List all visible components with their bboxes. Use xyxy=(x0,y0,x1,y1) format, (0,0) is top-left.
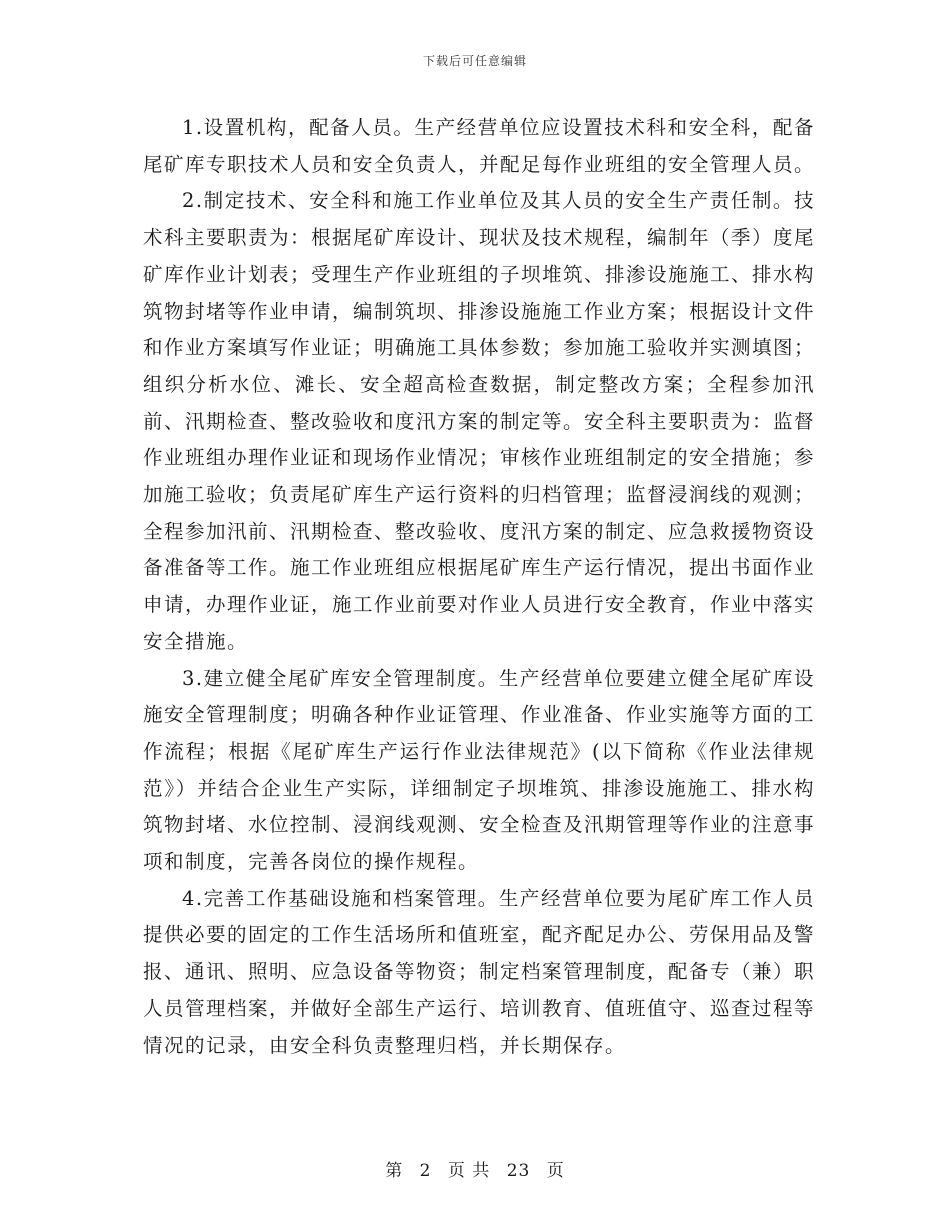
paragraph-3: 3.建立健全尾矿库安全管理制度。生产经营单位要建立健全尾矿库设施安全管理制度；明确各种作业证管理、作业准备、作业实施等方面的工作流程；根据《尾矿库生产运行作业法律规范》(以下简称《作业法律规范》）并结合企业生产实际，详细制定子坝堆筑、排渗设施施工、排水构筑物封堵、水位控制、浸润线观测、安全检查及汛期管理等作业的注意事项和制度，完善各岗位的操作规程。 xyxy=(143,666,816,874)
paragraph-4: 4.完善工作基础设施和档案管理。生产经营单位要为尾矿库工作人员提供必要的固定的工作生活场所和值班室，配齐配足办公、劳保用品及警报、通讯、照明、应急设备等物资；制定档案管理制度，配备专（兼）职人员管理档案，并做好全部生产运行、培训教育、值班值守、巡查过程等情况的记录，由安全科负责整理归档，并长期保存。 xyxy=(143,886,816,1057)
footer-prefix: 第 xyxy=(385,1161,404,1181)
page-footer xyxy=(0,1156,950,1181)
paragraph-2: 2.制定技术、安全科和施工作业单位及其人员的安全生产责任制。技术科主要职责为：根据尾矿库设计、现状及技术规程，编制年（季）度尾矿库作业计划表；受理生产作业班组的子坝堆筑、排渗设施施工、排水构筑物封堵等作业申请，编制筑坝、排渗设施施工作业方案；根据设计文件和作业方案填写作业证；明确施工具体参数；参加施工验收并实测填图；组织分析水位、滩长、安全超高检查数据，制定整改方案；全程参加汛前、汛期检查、整改验收和度汛方案的制定等。安全科主要职责为：监督作业班组办理作业证和现场作业情况；审核作业班组制定的安全措施；参加施工验收；负责尾矿库生产运行资料的归档管理；监督浸润线的观测；全程参加汛前、汛期检查、整改验收、度汛方案的制定、应急救援物资设备准备等工作。施工作业班组应根据尾矿库生产运行情况，提出书面作业申请，办理作业证，施工作业前要对作业人员进行安全教育，作业中落实安全措施。 xyxy=(143,189,816,653)
document-body xyxy=(143,110,815,1064)
total-page-count: 23 xyxy=(506,1161,531,1181)
footer-suffix: 页 xyxy=(546,1161,565,1181)
page-header: 下载后可任意编辑 xyxy=(422,54,527,68)
footer-middle: 页 共 xyxy=(447,1161,491,1181)
current-page-number: 2 xyxy=(419,1161,432,1181)
paragraph-1: 1.设置机构，配备人员。生产经营单位应设置技术科和安全科，配备尾矿库专职技术人员和安全负责人，并配足每作业班组的安全管理人员。 xyxy=(143,116,816,176)
